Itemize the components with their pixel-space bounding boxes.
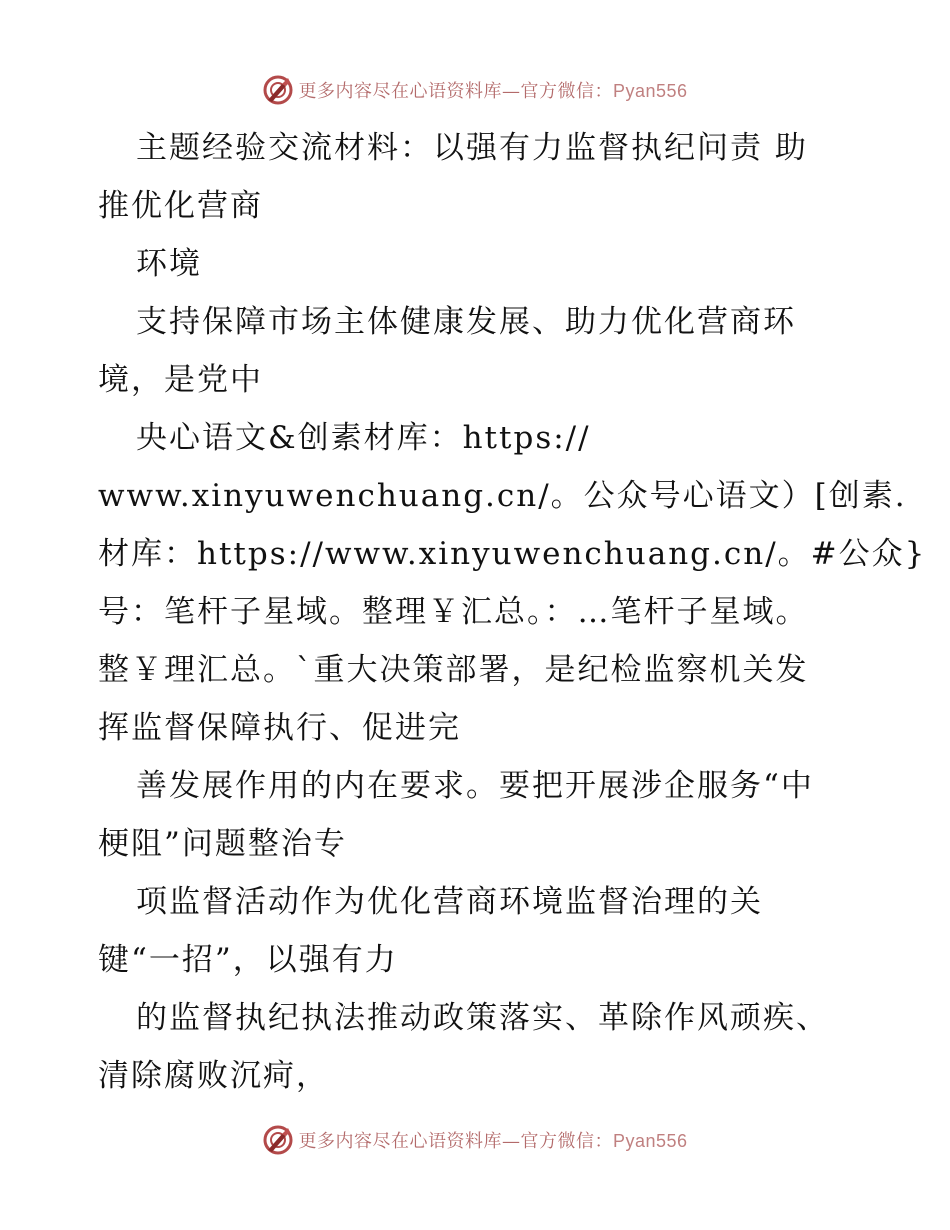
text-line: 推优化营商 (98, 188, 263, 224)
text-line: 支持保障市场主体健康发展、助力优化营商环 (136, 304, 796, 340)
text-line: 键“一招”，以强有力 (98, 942, 398, 978)
banner-wechat-id: Pyan556 (612, 81, 688, 101)
text-line: www.xinyuwenchuang.cn/。公众号心语文）[创素. (98, 478, 907, 514)
text-line: 央心语文&创素材库：https:// (136, 420, 591, 456)
banner-wechat-label: 官方微信： (520, 1131, 613, 1152)
header-banner (0, 70, 950, 110)
banner-text (298, 1127, 687, 1153)
text-line: 材库：https://www.xinyuwenchuang.cn/。#公众} (98, 536, 927, 572)
text-line: 的监督执纪执法推动政策落实、革除作风顽疾、 (136, 1000, 829, 1036)
text-line: 主题经验交流材料：以强有力监督执纪问责 助 (136, 130, 808, 166)
banner-text (298, 77, 687, 103)
text-line: 境，是党中 (98, 362, 263, 398)
text-line: 环境 (136, 246, 202, 282)
logo-icon (262, 74, 294, 106)
text-line: 善发展作用的内在要求。要把开展涉企服务“中 (136, 768, 814, 804)
text-line: 号：笔杆子星域。整理￥汇总。：…笔杆子星域。 (98, 594, 809, 630)
banner-wechat-label: 官方微信： (520, 81, 613, 102)
text-line: 清除腐败沉疴， (98, 1058, 329, 1094)
banner-dash: — (501, 1131, 521, 1152)
banner-main-text: 更多内容尽在心语资料库 (298, 81, 502, 102)
text-line: 项监督活动作为优化营商环境监督治理的关 (136, 884, 763, 920)
text-line: 梗阻”问题整治专 (98, 826, 347, 862)
banner-dash: — (501, 81, 521, 102)
footer-banner (0, 1120, 950, 1160)
logo-icon (262, 1124, 294, 1156)
text-line: 挥监督保障执行、促进完 (98, 710, 461, 746)
banner-main-text: 更多内容尽在心语资料库 (298, 1131, 502, 1152)
text-line: 整￥理汇总。`重大决策部署，是纪检监察机关发 (98, 652, 809, 688)
banner-wechat-id: Pyan556 (612, 1131, 688, 1151)
